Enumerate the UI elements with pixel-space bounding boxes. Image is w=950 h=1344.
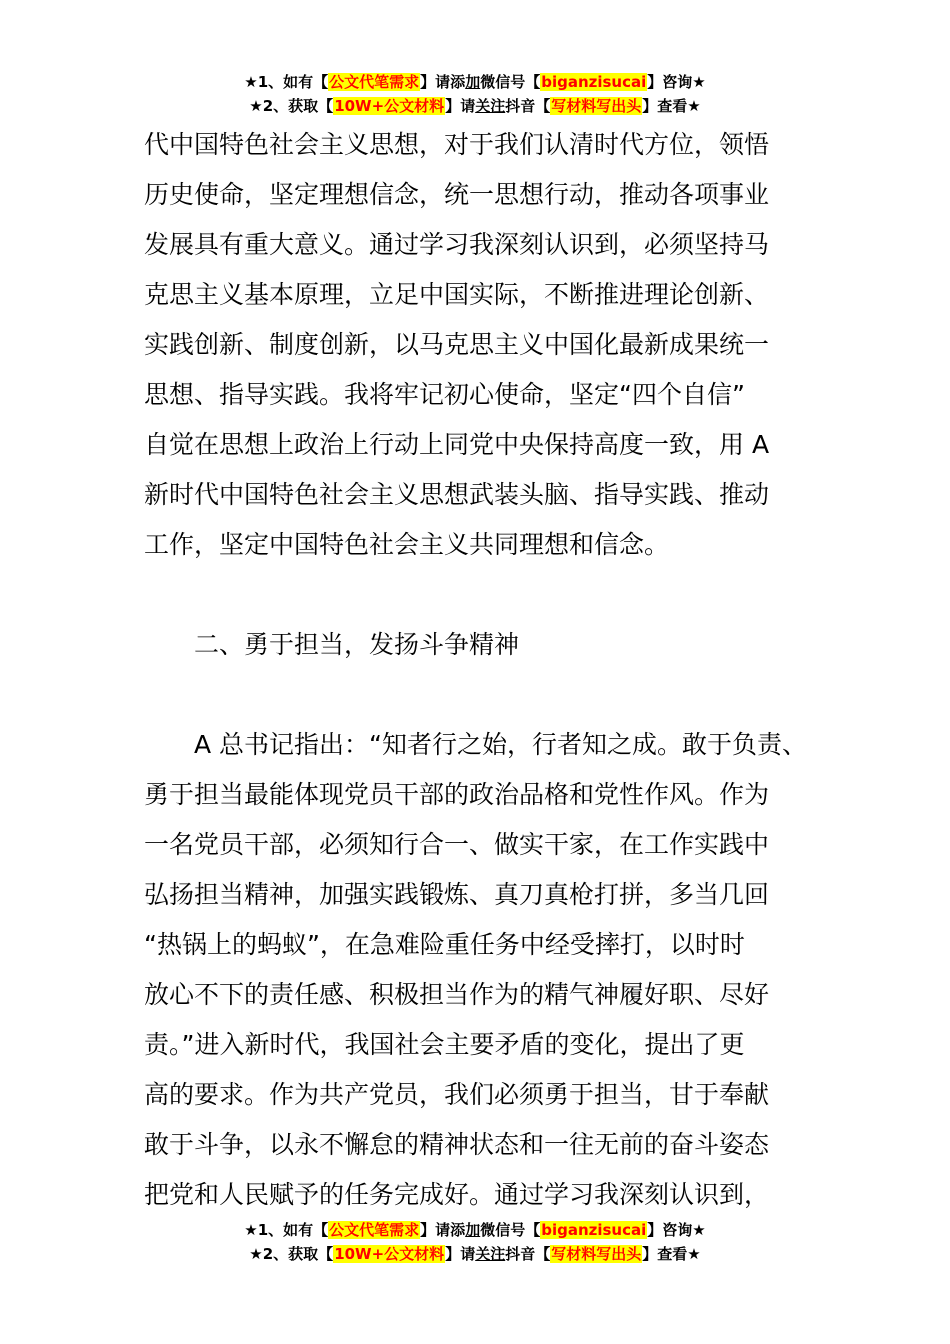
paragraph-line: 自觉在思想上政治上行动上同党中央保持高度一致，用 A: [144, 430, 770, 459]
paragraph-line: 思想、指导实践。我将牢记初心使命，坚定“四个自信”: [144, 380, 745, 409]
paragraph-line: 勇于担当最能体现党员干部的政治品格和党性作风。作为: [144, 780, 770, 809]
highlight-douyin: 写材料写出头: [551, 1245, 642, 1263]
paragraph-line: 责。”进入新时代，我国社会主要矛盾的变化，提出了更: [144, 1030, 745, 1059]
paragraph-line: 弘扬担当精神，加强实践锻炼、真刀真枪打拼，多当几回: [144, 880, 770, 909]
highlight-service: 公文代笔需求: [329, 73, 420, 91]
highlight-wechat-id: biganzisucai: [541, 1221, 647, 1239]
promo-line-2: ★2、获取【10W+公文材料】请关注抖音【写材料写出头】查看★: [249, 97, 701, 115]
paragraph-line: 发展具有重大意义。通过学习我深刻认识到，必须坚持马: [144, 230, 770, 259]
highlight-service: 公文代笔需求: [329, 1221, 420, 1239]
section-heading: 二、勇于担当，发扬斗争精神: [194, 630, 520, 659]
paragraph-line: A 总书记指出：“知者行之始，行者知之成。敢于负责、: [194, 730, 808, 759]
paragraph-line: 敢于斗争，以永不懈怠的精神状态和一往无前的奋斗姿态: [144, 1130, 770, 1159]
paragraph-line: 放心不下的责任感、积极担当作为的精气神履好职、尽好: [144, 980, 770, 1009]
document-body: [144, 120, 824, 1220]
paragraph-line: 历史使命，坚定理想信念，统一思想行动，推动各项事业: [144, 180, 770, 209]
paragraph-line: “热锅上的蚂蚁”，在急难险重任务中经受摔打，以时时: [144, 930, 745, 959]
promo-line-2: ★2、获取【10W+公文材料】请关注抖音【写材料写出头】查看★: [249, 1245, 701, 1263]
top-promo-banner: [0, 70, 950, 118]
promo-line-1: ★1、如有【公文代笔需求】请添加微信号【biganzisucai】咨询★: [244, 1221, 706, 1239]
paragraph-line: 代中国特色社会主义思想，对于我们认清时代方位，领悟: [144, 130, 770, 159]
paragraph-line: 把党和人民赋予的任务完成好。通过学习我深刻认识到，: [144, 1180, 770, 1209]
highlight-douyin: 写材料写出头: [551, 97, 642, 115]
highlight-materials: 10W+公文材料: [334, 97, 445, 115]
highlight-wechat-id: biganzisucai: [541, 73, 647, 91]
paragraph-line: 克思主义基本原理，立足中国实际，不断推进理论创新、: [144, 280, 770, 309]
paragraph-line: 高的要求。作为共产党员，我们必须勇于担当，甘于奉献: [144, 1080, 770, 1109]
paragraph-line: 新时代中国特色社会主义思想武装头脑、指导实践、推动: [144, 480, 770, 509]
promo-line-1: ★1、如有【公文代笔需求】请添加微信号【biganzisucai】咨询★: [244, 73, 706, 91]
blank-line: [144, 670, 824, 720]
paragraph-line: 一名党员干部，必须知行合一、做实干家，在工作实践中: [144, 830, 770, 859]
blank-line: [144, 570, 824, 620]
bottom-promo-banner: [0, 1218, 950, 1266]
highlight-materials: 10W+公文材料: [334, 1245, 445, 1263]
paragraph-line: 实践创新、制度创新，以马克思主义中国化最新成果统一: [144, 330, 770, 359]
paragraph-line: 工作，坚定中国特色社会主义共同理想和信念。: [144, 530, 670, 559]
